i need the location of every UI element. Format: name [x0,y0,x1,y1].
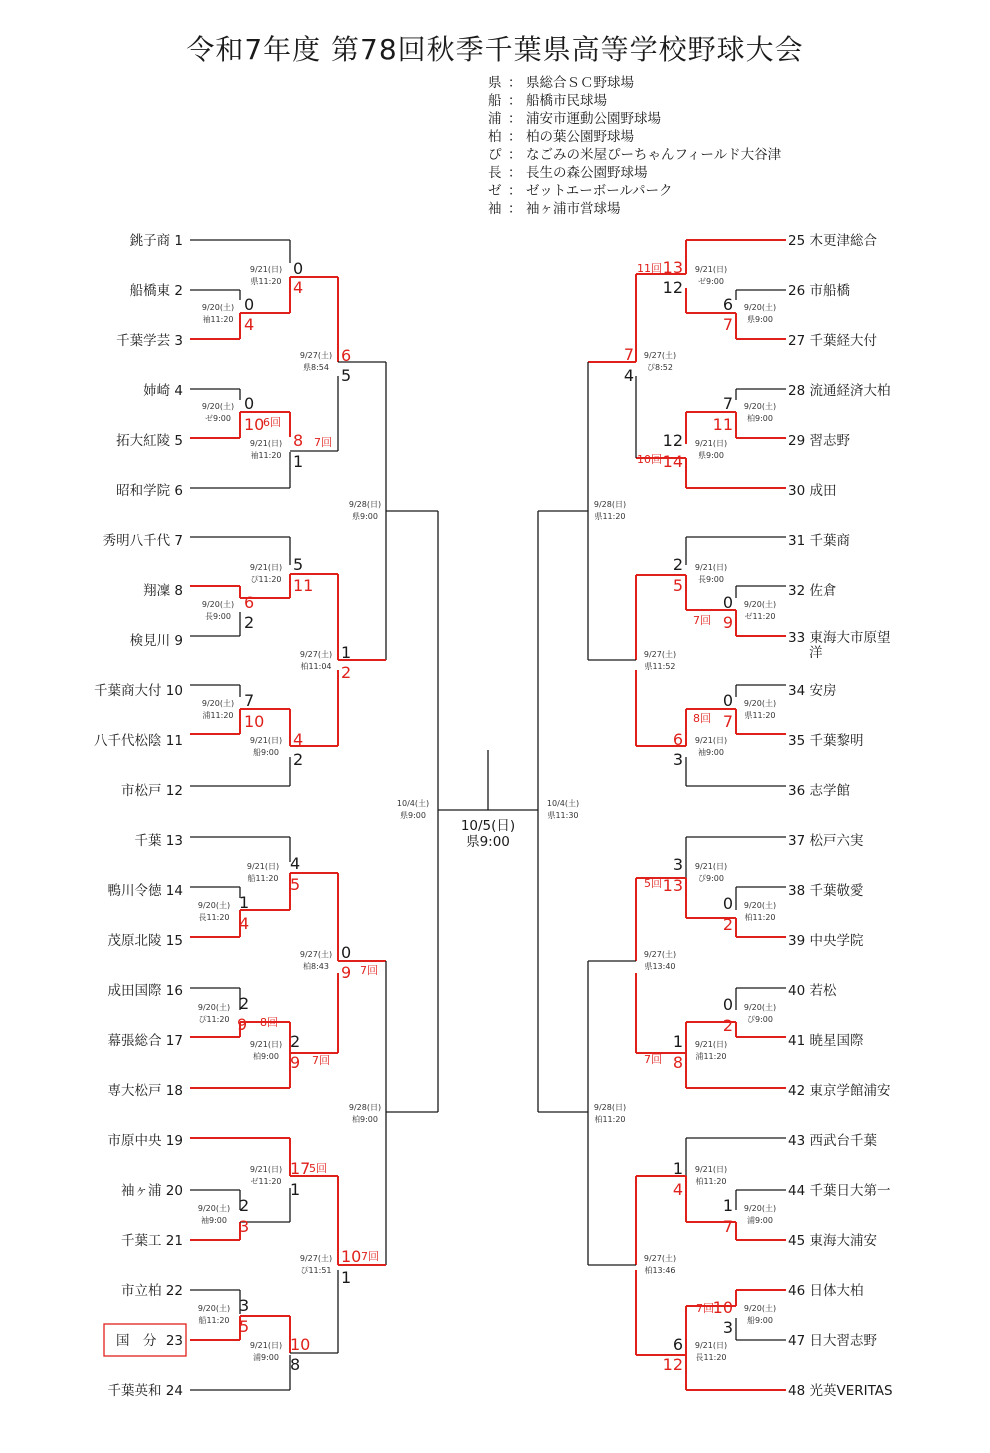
team-name: 39 中央学院 [788,933,864,949]
score: 0 [722,995,733,1014]
match-date: 柏11:20 [695,1177,727,1186]
score: 11 [293,576,314,595]
inning-note: 7回 [696,1302,714,1315]
inning-note: 7回 [312,1054,330,1067]
match-date: 9/27(土) [299,351,333,360]
score: 5 [239,1317,250,1336]
final-date: 10/5(日) [460,818,516,834]
match-date: 9/20(土) [197,1003,231,1012]
match-date: 9/27(土) [643,950,677,959]
match-date: 浦9:00 [253,1353,279,1362]
match-date: 9/28(日) [348,500,382,509]
score: 2 [239,1196,250,1215]
score: 11 [712,415,733,434]
match-date: 9/20(土) [743,901,777,910]
match-date: 9/21(日) [694,563,728,572]
inning-note: 6回 [263,416,281,429]
inning-note: 7回 [314,436,332,449]
match-date: 9/20(土) [201,402,235,411]
score: 2 [672,555,683,574]
inning-note: 11回 [637,262,662,275]
final-venue: 県9:00 [466,834,510,850]
match-date: 9/27(土) [299,950,333,959]
score: 10 [341,1247,362,1266]
score: 4 [290,854,301,873]
score: 1 [722,1196,733,1215]
inning-note: 8回 [693,712,711,725]
score: 8 [290,1355,301,1374]
inning-note: 7回 [644,1053,662,1066]
team-number: 23 [165,1333,183,1349]
score: 2 [239,994,250,1013]
inning-note: 7回 [361,1250,379,1263]
match-date: 9/21(日) [694,736,728,745]
inning-note: 8回 [260,1016,278,1029]
score: 7 [722,1217,733,1236]
match-date: 県9:00 [747,315,773,324]
score: 0 [244,295,255,314]
score: 13 [662,258,683,277]
match-date: 9/28(日) [348,1103,382,1112]
match-date: 9/20(土) [743,1003,777,1012]
match-date: 9/21(日) [694,439,728,448]
match-date: 袖11:20 [250,451,282,460]
score: 12 [662,1355,683,1374]
venue-colon: ： [508,93,522,109]
score: 0 [293,259,304,278]
score: 2 [722,915,733,934]
match-date: 9/20(土) [743,303,777,312]
score: 10 [290,1335,311,1354]
match-date: 9/20(土) [743,600,777,609]
score: 8 [672,1053,683,1072]
team-name: 検見川 9 [129,633,183,649]
score: 6 [244,593,255,612]
page-title: 令和7年度 第78回秋季千葉県高等学校野球大会 [186,33,804,66]
match-date: 船11:20 [198,1316,230,1325]
score: 2 [244,613,255,632]
score: 0 [722,593,733,612]
score: 6 [672,1335,683,1354]
score: 3 [672,750,683,769]
match-date: 9/21(日) [694,265,728,274]
score: 3 [239,1296,250,1315]
score: 4 [672,1180,683,1199]
team-name: 翔凜 8 [143,583,183,599]
score: 6 [722,295,733,314]
team-name: 市原中央 19 [107,1133,183,1149]
team-name: 33 東海大市原望 [788,630,891,646]
score: 4 [244,315,255,334]
team-name: 29 習志野 [788,433,850,449]
score: 7 [623,345,634,364]
score: 1 [672,1159,683,1178]
team-name: 35 千葉黎明 [788,733,864,749]
score: 12 [662,278,683,297]
match-date: 9/27(土) [299,1254,333,1263]
match-date: 9/21(日) [694,1040,728,1049]
venue-colon: ： [508,201,522,217]
match-date: 柏9:00 [253,1052,279,1061]
team-name: 48 光英VERITAS [788,1383,893,1399]
team-name: 姉崎 4 [143,383,183,399]
match-date: 9/20(土) [743,402,777,411]
venue-abbr: 船 [488,93,502,109]
venue-name: 柏の葉公園野球場 [526,129,634,145]
score: 0 [722,691,733,710]
match-date: 9/21(日) [249,1165,283,1174]
match-date: ぴ8:52 [647,363,673,372]
team-name: 国 分 [116,1333,157,1349]
score: 17 [290,1159,311,1178]
venue-name: ゼットエーボールパーク [526,183,673,199]
team-name: 40 若松 [788,983,837,999]
score: 4 [293,730,304,749]
venue-abbr: 浦 [488,111,502,127]
match-date: ゼ11:20 [744,612,776,621]
match-date: 県11:20 [744,711,776,720]
score: 0 [244,394,255,413]
score: 0 [341,943,352,962]
match-date: 船11:20 [247,874,279,883]
team-name: 36 志学館 [788,783,850,799]
score: 3 [239,1217,250,1236]
team-name: 成田国際 16 [107,983,183,999]
team-name: 千葉商大付 10 [94,683,183,699]
team-name: 袖ヶ浦 20 [121,1183,183,1199]
venue-abbr: ぴ [488,147,502,163]
team-name: 28 流通経済大柏 [788,383,891,399]
team-name: 38 千葉敬愛 [788,883,864,899]
team-name: 37 松戸六実 [788,833,864,849]
team-name: 幕張総合 17 [107,1033,183,1049]
team-name-cont: 洋 [809,645,823,661]
team-name: 26 市船橋 [788,283,850,299]
venue-name: 袖ヶ浦市営球場 [526,201,621,217]
venue-name: なごみの米屋ぴーちゃんフィールド大谷津 [526,147,782,163]
match-date: 県8:54 [303,363,329,372]
match-date: 長11:20 [198,913,230,922]
match-date: 県13:40 [644,962,676,971]
match-date: 県11:20 [250,277,282,286]
match-date: 9/21(日) [249,563,283,572]
team-name: 秀明八千代 7 [102,533,183,549]
match-date: 袖9:00 [698,748,724,757]
venue-abbr: 県 [488,75,502,91]
score: 3 [722,1318,733,1337]
team-name: 拓大紅陵 5 [116,433,183,449]
venue-abbr: 長 [488,165,502,181]
match-date: 柏11:04 [300,662,332,671]
venue-name: 長生の森公園野球場 [526,165,648,181]
match-date: ゼ9:00 [205,414,231,423]
team-name: 千葉学芸 3 [116,333,183,349]
match-date: 浦11:20 [202,711,234,720]
match-date: 柏11:20 [744,913,776,922]
team-name: 44 千葉日大第一 [788,1183,891,1199]
match-date: 9/21(日) [249,736,283,745]
team-name: 専大松戸 18 [107,1083,183,1099]
match-date: 袖11:20 [202,315,234,324]
venue-name: 浦安市運動公園野球場 [526,111,661,127]
score: 5 [290,875,301,894]
score: 1 [290,1180,301,1199]
match-date: 袖9:00 [201,1216,227,1225]
score: 0 [722,894,733,913]
match-date: ぴ11:20 [198,1015,230,1024]
score: 7 [244,691,255,710]
venue-colon: ： [508,75,522,91]
match-date: 9/20(土) [743,699,777,708]
match-date: 10/4(土) [396,799,430,808]
score: 9 [722,613,733,632]
score: 2 [293,750,304,769]
match-date: 9/21(日) [694,1341,728,1350]
match-date: 9/21(日) [249,439,283,448]
venue-colon: ： [508,165,522,181]
team-name: 42 東京学館浦安 [788,1083,891,1099]
match-date: 県9:00 [698,451,724,460]
match-date: 柏13:46 [644,1266,676,1275]
match-date: ぴ11:51 [300,1266,332,1275]
team-name: 船橋東 2 [129,283,183,299]
match-date: 9/27(土) [299,650,333,659]
score: 6 [341,346,352,365]
match-date: 県9:00 [352,512,378,521]
match-date: 9/20(土) [743,1204,777,1213]
score: 7 [722,315,733,334]
match-date: ゼ9:00 [698,277,724,286]
score: 5 [672,576,683,595]
match-date: 9/21(日) [249,1341,283,1350]
venue-colon: ： [508,111,522,127]
team-name: 41 暁星国際 [788,1033,864,1049]
team-name: 32 佐倉 [788,583,837,599]
match-date: 柏9:00 [747,414,773,423]
team-name: 市松戸 12 [121,783,183,799]
venue-colon: ： [508,147,522,163]
match-date: 9/28(日) [593,500,627,509]
match-date: 9/27(土) [643,1254,677,1263]
team-name: 45 東海大浦安 [788,1233,877,1249]
match-date: 9/21(日) [249,265,283,274]
match-date: 9/21(日) [246,862,280,871]
score: 8 [293,431,304,450]
score: 12 [662,431,683,450]
match-date: ぴ9:00 [698,874,724,883]
inning-note: 7回 [360,964,378,977]
match-date: ぴ11:20 [250,575,282,584]
inning-note: 5回 [644,877,662,890]
venue-name: 船橋市民球場 [526,93,607,109]
match-date: 船9:00 [747,1316,773,1325]
score: 1 [293,452,304,471]
score: 7 [722,394,733,413]
venue-name: 県総合ＳＣ野球場 [526,75,634,91]
team-name: 30 成田 [788,483,837,499]
score: 14 [662,452,683,471]
team-name: 34 安房 [788,683,837,699]
match-date: 9/20(土) [743,1304,777,1313]
match-date: 9/21(日) [249,1040,283,1049]
team-name: 鴨川令徳 14 [107,883,183,899]
inning-note: 10回 [637,453,662,466]
score: 10 [244,415,265,434]
match-date: 長11:20 [695,1353,727,1362]
score: 7 [722,712,733,731]
team-name: 43 西武台千葉 [788,1133,877,1149]
venue-colon: ： [508,129,522,145]
match-date: 9/20(土) [197,901,231,910]
match-date: 県11:30 [547,811,579,820]
match-date: 浦11:20 [695,1052,727,1061]
venue-abbr: ゼ [488,183,502,199]
match-date: 長9:00 [698,575,724,584]
team-name: 八千代松陰 11 [94,733,183,749]
venue-abbr: 袖 [488,201,502,217]
match-date: ぴ9:00 [747,1015,773,1024]
score: 4 [623,366,634,385]
match-date: 10/4(土) [546,799,580,808]
match-date: ゼ11:20 [250,1177,282,1186]
match-date: 船9:00 [253,748,279,757]
score: 3 [672,855,683,874]
team-name: 昭和学院 6 [116,483,183,499]
inning-note: 5回 [309,1162,327,1175]
match-date: 9/20(土) [197,1204,231,1213]
team-name: 47 日大習志野 [788,1333,877,1349]
team-name: 46 日体大柏 [788,1283,864,1299]
match-date: 浦9:00 [747,1216,773,1225]
match-date: 9/20(土) [201,303,235,312]
team-name: 銚子商 1 [129,233,183,249]
match-date: 9/27(土) [643,650,677,659]
match-date: 県11:52 [644,662,676,671]
score: 6 [672,730,683,749]
score: 1 [239,893,250,912]
score: 2 [722,1016,733,1035]
team-name: 千葉工 21 [121,1233,183,1249]
match-date: 県9:00 [400,811,426,820]
score: 2 [341,663,352,682]
score: 4 [239,914,250,933]
team-name: 31 千葉商 [788,533,850,549]
match-date: 柏11:20 [594,1115,626,1124]
match-date: 9/21(日) [694,1165,728,1174]
match-date: 9/28(日) [593,1103,627,1112]
score: 4 [293,278,304,297]
venue-abbr: 柏 [488,129,502,145]
match-date: 9/27(土) [643,351,677,360]
inning-note: 7回 [693,614,711,627]
team-name: 市立柏 22 [121,1283,183,1299]
score: 10 [244,712,265,731]
venue-colon: ： [508,183,522,199]
score: 10 [712,1298,733,1317]
team-name: 千葉英和 24 [107,1383,183,1399]
score: 1 [672,1032,683,1051]
score: 1 [341,1268,352,1287]
team-name: 茂原北陵 15 [107,933,183,949]
match-date: 9/20(土) [201,699,235,708]
match-date: 柏8:43 [303,962,329,971]
score: 5 [293,555,304,574]
match-date: 9/21(日) [694,862,728,871]
score: 9 [341,963,352,982]
match-date: 柏9:00 [352,1115,378,1124]
match-date: 県11:20 [594,512,626,521]
match-date: 9/20(土) [201,600,235,609]
score: 1 [341,643,352,662]
score: 5 [341,366,352,385]
team-name: 千葉 13 [134,833,183,849]
team-name: 25 木更津総合 [788,233,877,249]
team-name: 27 千葉経大付 [788,333,877,349]
score: 2 [290,1032,301,1051]
score: 9 [290,1053,301,1072]
match-date: 9/20(土) [197,1304,231,1313]
score: 13 [662,876,683,895]
match-date: 長9:00 [205,612,231,621]
score: 9 [237,1015,248,1034]
